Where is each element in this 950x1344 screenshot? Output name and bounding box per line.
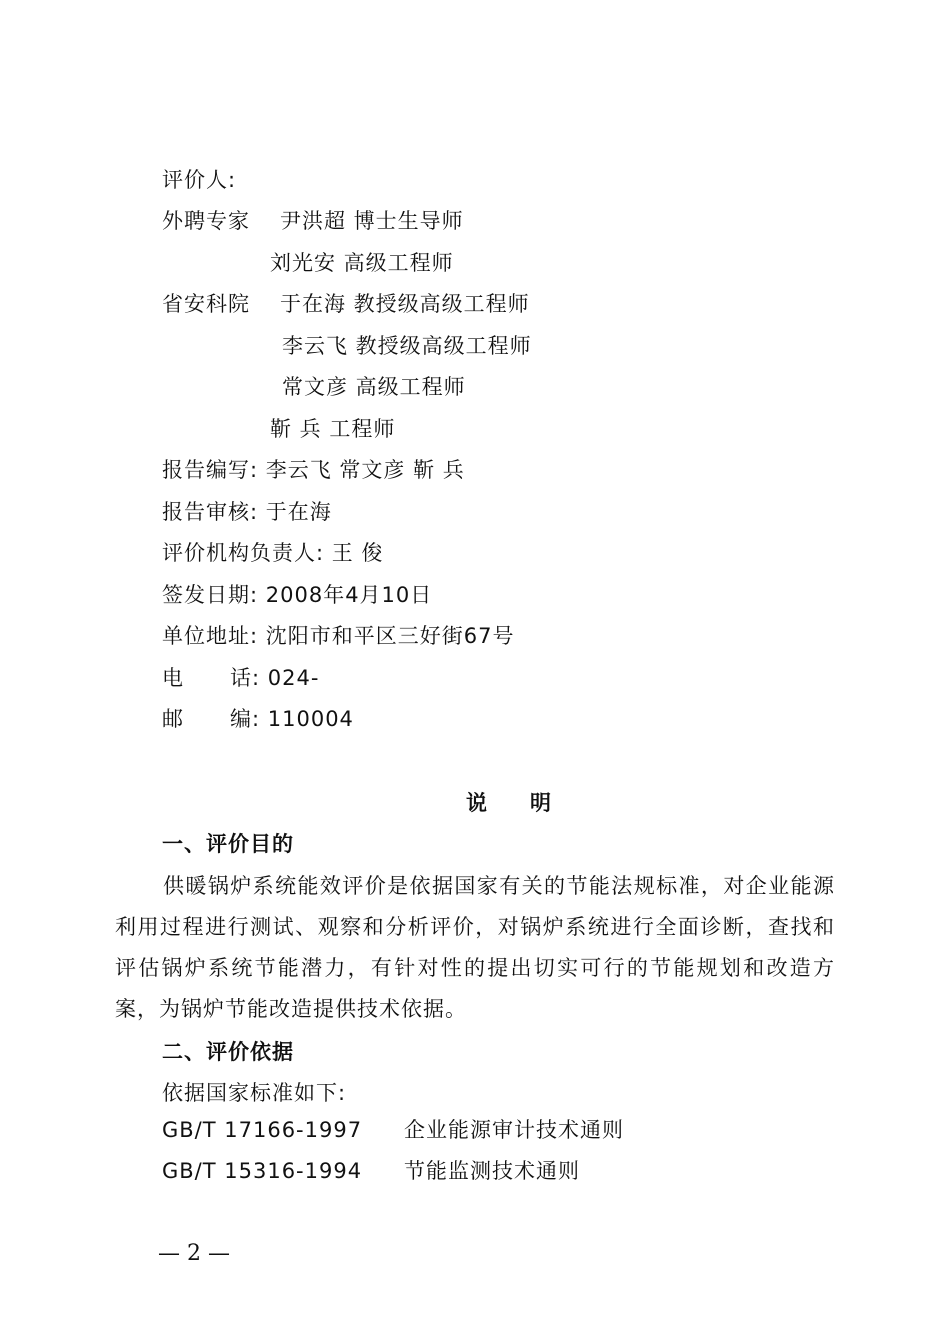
address: 单位地址: 沈阳市和平区三好街67号: [162, 624, 515, 648]
institution-head: 评价机构负责人: 王 俊: [162, 541, 384, 565]
explanation-title-a: 说: [466, 791, 488, 815]
report-review: 报告审核: 于在海: [162, 500, 332, 524]
postal-value: 编: 110004: [230, 707, 354, 731]
institute-label: 省安科院: [162, 292, 250, 316]
institute-member-1: 于在海 教授级高级工程师: [280, 292, 530, 316]
section-1-heading: 一、评价目的: [162, 832, 294, 856]
standard-name: 企业能源审计技术通则: [404, 1118, 624, 1142]
external-expert-1: 尹洪超 博士生导师: [280, 209, 464, 233]
institute-member-4: 靳 兵 工程师: [270, 417, 396, 441]
external-experts-label: 外聘专家: [162, 209, 250, 233]
section-1-paragraph: 供暖锅炉系统能效评价是依据国家有关的节能法规标准，对企业能源利用过程进行测试、观察和分析评价，对锅炉系统进行全面诊断，查找和评估锅炉系统节能潜力，有针对性的提出切实可行的节能规划和改造方案，为锅炉节能改造提供技术依据。: [115, 874, 835, 1021]
standard-name: 节能监测技术通则: [404, 1159, 580, 1183]
issue-date: 签发日期: 2008年4月10日: [162, 583, 433, 607]
page-number: — 2 —: [158, 1241, 230, 1266]
evaluators-heading: 评价人:: [162, 168, 237, 192]
standard-code: GB/T 15316-1994: [162, 1159, 363, 1183]
explanation-title: [466, 789, 552, 817]
report-writers: 报告编写: 李云飞 常文彦 靳 兵: [162, 458, 465, 482]
section-2-heading: 二、评价依据: [162, 1040, 294, 1064]
institute-member-3: 常文彦 高级工程师: [282, 375, 466, 399]
section-2-intro: 依据国家标准如下:: [162, 1081, 347, 1105]
phone-label: 电: [162, 666, 184, 690]
phone-value: 话: 024-: [230, 666, 320, 690]
postal-label: 邮: [162, 707, 184, 731]
institute-member-2: 李云飞 教授级高级工程师: [282, 334, 532, 358]
standard-code: GB/T 17166-1997: [162, 1118, 363, 1142]
standard-row: [162, 1116, 624, 1144]
external-expert-2: 刘光安 高级工程师: [270, 251, 454, 275]
standard-row: [162, 1157, 580, 1185]
explanation-title-b: 明: [530, 791, 552, 815]
